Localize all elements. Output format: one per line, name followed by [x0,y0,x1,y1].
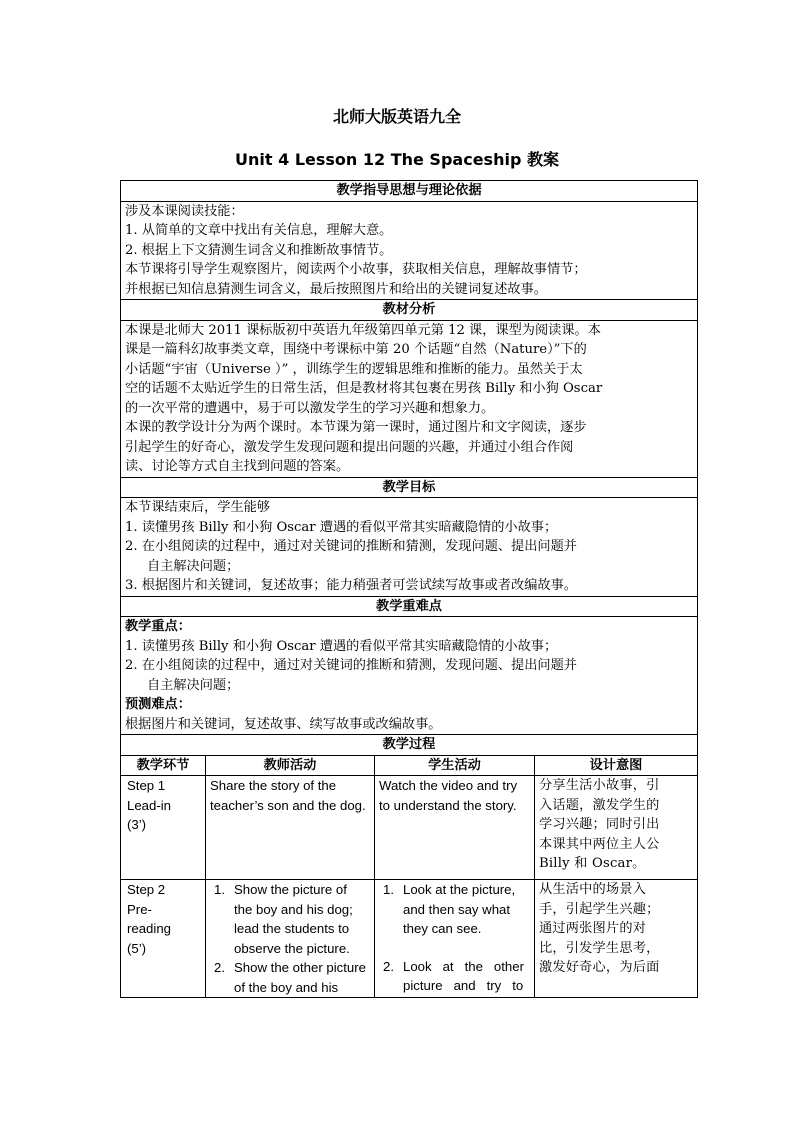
column-header-teacher: 教师活动 [206,755,375,776]
objectives-intro: 本节课结束后，学生能够 [125,500,271,515]
design-intent-line: 学习兴趣；同时引出 [539,817,660,832]
guiding-line: 涉及本课阅读技能： [125,203,244,219]
teacher-activity-line: Show the other picture [234,960,366,975]
objective-item: 2. 在小组阅读的过程中，通过对关键词的推断和猜测，发现问题、提出问题并 [125,539,577,554]
design-intent-line: 分享生活小故事，引 [539,778,660,793]
step-duration: (3’) [127,817,147,832]
teacher-activity-line: the boy and his dog; [234,901,353,917]
teacher-activity-line: Share the story of the [210,778,337,793]
design-intent-line: Billy 和 Oscar。 [539,856,646,871]
list-item [379,957,530,996]
student-activity-line: they can see. [403,921,482,936]
student-activity-line: Watch the video and try [379,778,518,793]
table-row [121,880,698,998]
student-activity-line: Look at the picture, [403,882,516,897]
analysis-line: 空的话题不太贴近学生的日常生活，但是教材将其包裹在男孩 Billy 和小狗 Oscar [125,381,603,396]
analysis-line: 课是一篇科幻故事类文章，围绕中考课标中第 20 个话题“自然（Nature）”下的 [125,342,587,357]
list-number: 1. [214,882,225,897]
step-name: reading [127,921,171,936]
design-intent-line: 激发好奇心，为后面 [539,960,660,975]
step-cell [121,880,206,998]
teacher-activity-line: of the boy and his [234,979,339,995]
teacher-activity-cell [206,880,375,998]
design-intent-line: 手，引起学生兴趣； [539,901,660,917]
student-activity-cell [375,880,535,998]
list-item [210,958,370,997]
objective-item: 3. 根据图片和关键词，复述故事；能力稍强者可尝试续写故事或者改编故事。 [125,578,577,593]
design-intent-line: 从生活中的场景入 [539,882,647,897]
difficult-points-label: 预测难点： [125,697,191,712]
step-name: Lead-in [127,797,171,813]
teacher-activity-line: lead the students to [234,921,350,936]
lesson-plan-table [120,180,698,998]
list-number: 1. [383,882,394,897]
student-activity-cell [375,776,535,880]
teacher-activity-line: Show the picture of [234,882,347,897]
section-heading-keypoints: 教学重难点 [121,596,698,617]
column-header-student: 学生活动 [375,755,535,776]
step-duration: (5’) [127,940,147,956]
key-point-item: 2. 在小组阅读的过程中，通过对关键词的推断和猜测，发现问题、提出问题并 [125,658,577,673]
objective-item-continued: 自主解决问题； [147,558,240,574]
analysis-line: 本课的教学设计分为两个课时。本节课为第一课时，通过图片和文字阅读，逐步 [125,420,587,435]
section-heading-objectives: 教学目标 [121,477,698,498]
guiding-line: 并根据已知信息猜测生词含义，最后按照图片和给出的关键词复述故事。 [125,281,547,297]
step-name: Pre- [127,901,152,917]
design-intent-line: 入话题，激发学生的 [539,797,660,813]
key-points-label: 教学重点： [125,619,191,634]
analysis-line: 的一次平常的遭遇中，易于可以激发学生的学习兴趣和想象力。 [125,400,495,416]
column-header-step: 教学环节 [121,755,206,776]
design-intent-line: 本课其中两位主人公 [539,836,660,852]
key-point-item: 1. 读懂男孩 Billy 和小狗 Oscar 遭遇的看似平常其实暗藏隐情的小故事； [125,638,558,654]
guiding-line: 本节课将引导学生观察图片，阅读两个小故事，获取相关信息，理解故事情节； [125,262,587,277]
teacher-activity-cell [206,776,375,880]
step-label: Step 2 [127,882,166,897]
table-row [121,776,698,880]
keypoints-content [121,617,698,735]
design-intent-line: 比，引发学生思考， [539,940,660,956]
analysis-line: 本课是北师大 2011 课标版初中英语九年级第四单元第 12 课，课型为阅读课。本 [125,322,601,338]
key-point-item-continued: 自主解决问题； [147,677,240,693]
objective-item: 1. 读懂男孩 Billy 和小狗 Oscar 遭遇的看似平常其实暗藏隐情的小故事； [125,519,558,535]
column-header-intent: 设计意图 [535,755,698,776]
list-item [379,880,530,939]
design-intent-line: 通过两张图片的对 [539,921,647,936]
student-activity-line: and then say what [403,901,511,917]
analysis-line: 引起学生的好奇心，激发学生发现问题和提出问题的兴趣，并通过小组合作阅 [125,439,574,455]
section-heading-process: 教学过程 [121,735,698,756]
section-heading-guiding: 教学指导思想与理论依据 [121,181,698,202]
analysis-content [121,320,698,477]
document-title: 北师大版英语九全 [332,107,461,126]
guiding-line: 1. 从简单的文章中找出有关信息，理解大意。 [125,223,393,238]
analysis-line: 小话题“宇宙（Universe ）” ，训练学生的逻辑思维和推断的能力。虽然关于太 [125,361,583,377]
list-number: 2. [383,958,394,974]
difficult-points-text: 根据图片和关键词，复述故事、续写故事或改编故事。 [125,716,442,732]
student-activity-line: Look at the other [403,958,524,974]
section-heading-analysis: 教材分析 [121,300,698,321]
document-subtitle: Unit 4 Lesson 12 The Spaceship 教案 [235,150,559,169]
design-intent-cell [535,880,698,998]
teacher-activity-line: observe the picture. [234,940,350,956]
design-intent-cell [535,776,698,880]
student-activity-line: picture and try to [403,978,524,993]
step-label: Step 1 [127,778,166,793]
list-number: 2. [214,960,225,975]
analysis-line: 读、讨论等方式自主找到问题的答案。 [125,459,350,474]
teacher-activity-line: teacher’s son and the dog. [210,797,366,813]
student-activity-line: to understand the story. [379,797,517,813]
guiding-line: 2. 根据上下文猜测生词含义和推断故事情节。 [125,242,393,258]
guiding-content [121,201,698,300]
objectives-content [121,498,698,597]
list-item [210,880,370,958]
step-cell [121,776,206,880]
